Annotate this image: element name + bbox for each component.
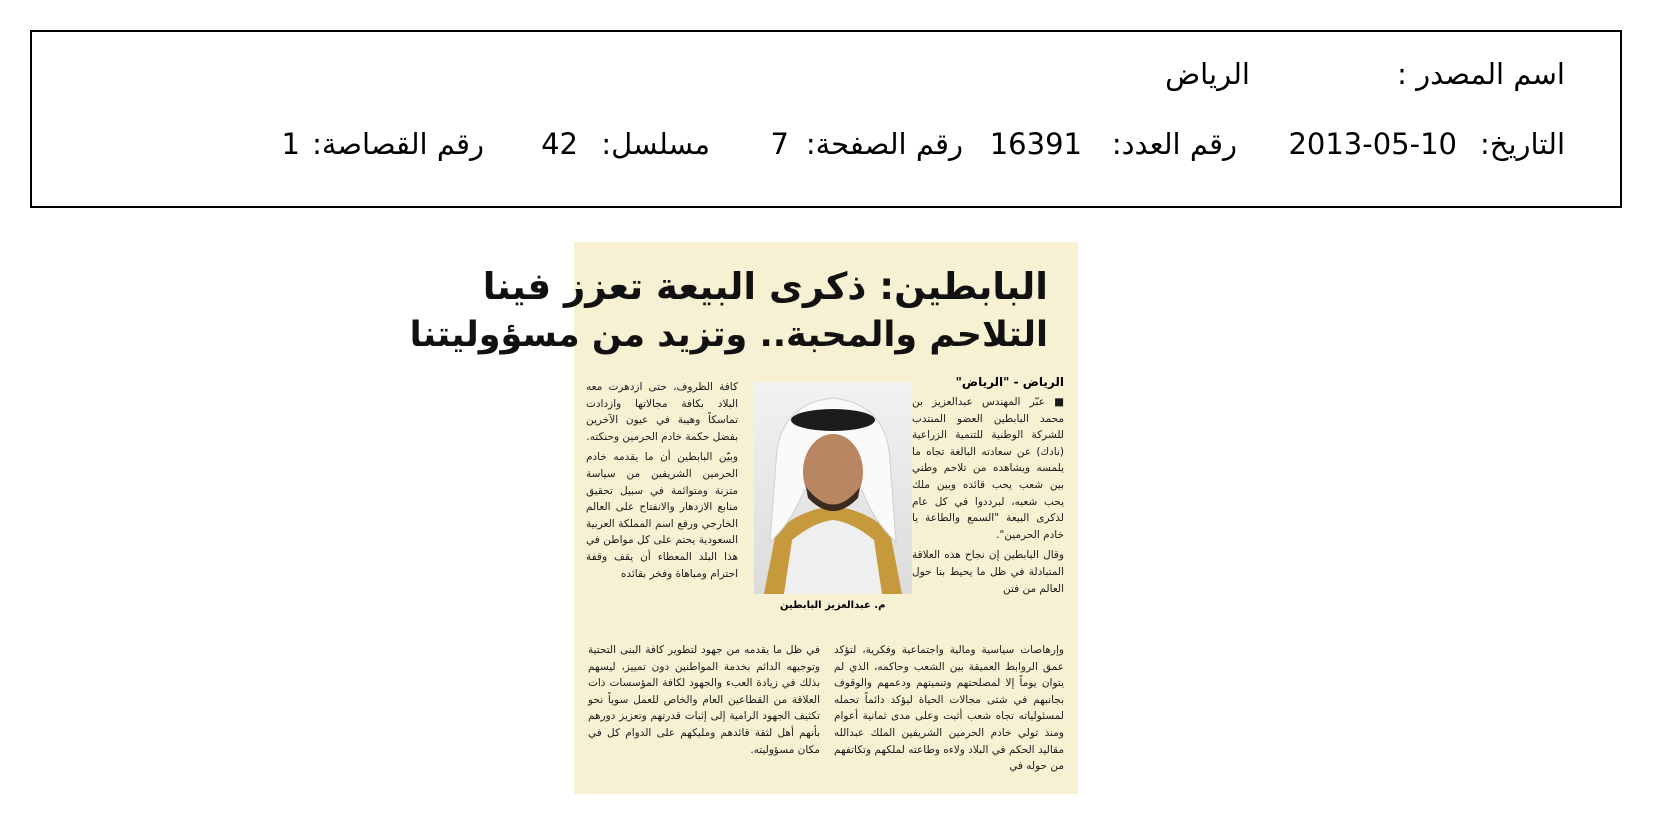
issue-label: رقم العدد: — [1111, 127, 1237, 161]
paragraph: في ظل ما يقدمه من جهود لتطوير كافة البنى التحتية وتوجيهه الدائم بخدمة المواطنين دون تمييز، ليسهم بذلك في زيادة العبء والجهود لكافة المؤسسات ذات العلاقة من القطاعين العام والخاص للعمل سوياً نحو تكثيف الجهود الرامية إلى إثبات قدرتهم وتعزيز دورهم بأنهم أهل لثقة قائدهم ومليكهم على الدوام كل في مكان مسؤوليته. — [588, 644, 820, 756]
date-value: 2013-05-10 — [1288, 127, 1457, 161]
serial-label: مسلسل: — [601, 127, 710, 161]
source-value: الرياض — [1165, 57, 1250, 91]
source-info-box — [30, 30, 1622, 208]
newspaper-clipping — [409, 242, 1078, 794]
issue-value: 16391 — [989, 127, 1082, 161]
paragraph: وإرهاصات سياسية ومالية واجتماعية وفكرية، لتؤكد عمق الروابط العميقة بين الشعب وحاكمه، الذي لم يتوان يوماً إلا لمصلحتهم وتنميتهم ودعمهم والوقوف بجانبهم في شتى مجالات الحياة ليؤكد دائماً تحمله لمسئولياته تجاه شعب أثبت وعلى مدى ثمانية أعوام ومنذ تولي خادم الحرمين الشريفين الملك عبدالله مقاليد الحكم في البلاد ولاءه وطاعته لملكهم وتكاتفهم من حوله في — [834, 644, 1064, 773]
article-left-column — [586, 379, 738, 635]
portrait-photo — [754, 382, 912, 594]
serial-value: 42 — [541, 127, 578, 161]
byline: الرياض - "الرياض" — [955, 375, 1064, 389]
source-label: اسم المصدر : — [1397, 57, 1565, 91]
article-bottom-right-column — [834, 642, 1064, 792]
date-label: التاريخ: — [1479, 127, 1565, 161]
headline-line-1: البابطين: ذكرى البيعة تعزز فينا — [482, 265, 1048, 308]
article-right-column — [912, 394, 1064, 646]
photo-caption: م. عبدالعزيز البابطين — [780, 600, 886, 611]
paragraph: كافة الظروف، حتى ازدهرت معه البلاد بكافة مجالاتها وازدادت تماسكاً وهيبة في عيون الآخرين بفضل حكمة خادم الحرمين وحنكته. — [586, 381, 738, 443]
clip-number-value: 1 — [281, 127, 300, 161]
paragraph: ■ عبّر المهندس عبدالعزيز بن محمد البابطين العضو المنتدب للشركة الوطنية للتنمية الزراعية (نادك) عن سعادته البالغة تجاه ما يلمسه ويشاهده من تلاحم وطني بين شعب يحب قائده وبين ملك يحب شعبه، لبرددوا في كل عام لذكرى البيعة "السمع والطاعة يا خادم الحرمين". — [912, 396, 1064, 541]
paragraph: وبيّن البابطين أن ما يقدمه خادم الحرمين الشريفين من سياسة متزنة ومتوائمة في سبيل تحقيق منابع الازدهار والانفتاح على العالم الخارجي ورفع اسم المملكة العربية السعودية يحتم على كل مواطن في هذا البلد المعطاء أن يقف وقفة احترام ومباهاة وفخر بقائده — [586, 451, 738, 580]
page-label: رقم الصفحة: — [805, 127, 963, 161]
headline-line-2: التلاحم والمحبة.. وتزيد من مسؤوليتنا — [409, 315, 1048, 355]
article-bottom-left-column — [588, 642, 820, 792]
portrait-illustration — [754, 382, 912, 594]
paragraph: وقال البابطين إن نجاح هذه العلاقة المتبادلة في ظل ما يحيط بنا حول العالم من فتن — [912, 549, 1064, 595]
page-value: 7 — [770, 127, 789, 161]
clip-number-label: رقم القصاصة: — [312, 127, 484, 161]
